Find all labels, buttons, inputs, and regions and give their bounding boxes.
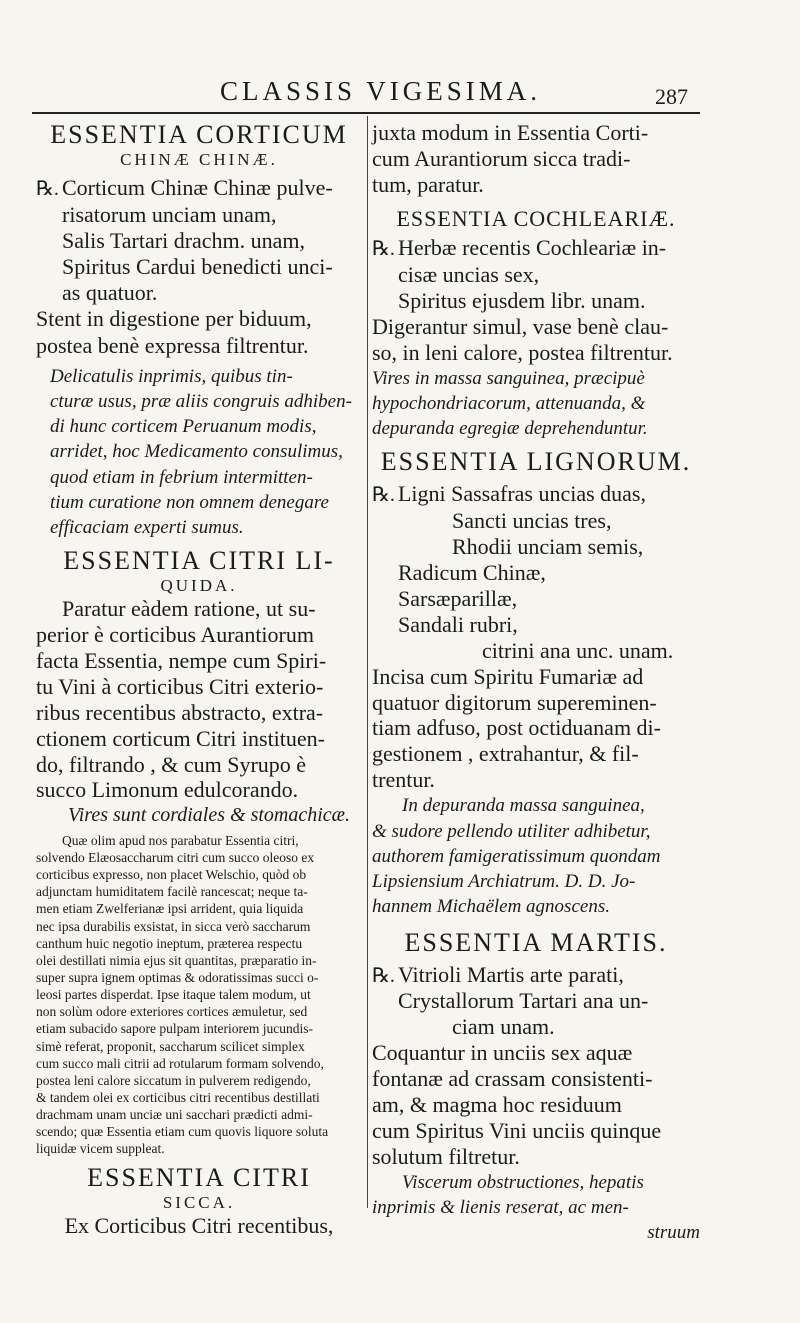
recipe-line: Crystallorum Tartari ana un-: [398, 988, 649, 1014]
text-line: postea leni calore siccatum in pulverem redigendo,: [36, 1072, 311, 1088]
text-line: solvendo Elæosaccharum citri cum succo oleoso ex: [36, 849, 315, 865]
text-line: facta Essentia, nempe cum Spiri-: [36, 647, 327, 673]
text-line: do, filtrando , & cum Syrupo è: [36, 751, 307, 777]
instruction-text: [36, 596, 362, 804]
instruction-text: [372, 664, 700, 794]
section-title: ESSENTIA MARTIS.: [404, 927, 668, 957]
text-line: & sudore pellendo utiliter adhibetur,: [372, 820, 651, 842]
text-line: cum succo mali citrii ad rotularum formam solvendo,: [36, 1055, 324, 1071]
text-line: cum Aurantiorum sicca tradi-: [372, 145, 631, 171]
text-line: Digerantur simul, vase benè clau-: [372, 313, 669, 339]
text-line: liquidæ vicem suppleat.: [36, 1141, 165, 1157]
running-head: CLASSIS VIGESIMA.: [220, 76, 542, 106]
text-line: juxta modum in Essentia Corti-: [372, 120, 649, 145]
text-line: succo Limonum edulcorando.: [36, 777, 299, 803]
instruction-text: Ex Corticibus Citri recentibus,: [64, 1212, 334, 1238]
text-line: struum: [647, 1222, 700, 1244]
text-line: hypochondriacorum, attenuanda, &: [372, 392, 646, 414]
text-line: postea benè expressa filtrentur.: [36, 332, 309, 358]
recipe-line: ℞. Ligni Sassafras uncias duas,: [372, 481, 700, 508]
recipe-line: ℞. Vitrioli Martis arte parati,: [372, 962, 700, 989]
right-column: [372, 120, 700, 1246]
page-header: [0, 76, 800, 116]
recipe-line: Salis Tartari drachm. unam,: [62, 227, 306, 253]
text-line: depuranda egregiæ deprehenduntur.: [372, 418, 648, 440]
text-line: am, & magma hoc residuum: [372, 1091, 622, 1117]
text-line: gestionem , extrahantur, & fil-: [372, 741, 639, 767]
text-line: non solùm odore exteriores cortices æmuletur, sed: [36, 1004, 308, 1020]
left-column: [36, 120, 362, 1240]
text-line: quatuor digitorum supereminen-: [372, 689, 657, 715]
text-line: scendo; quæ Essentia etiam cum quovis liquore soluta: [36, 1124, 329, 1140]
text-line: olei destillati nimia ejus sit quantitas, præparatio in-: [36, 952, 317, 968]
recipe-line: ℞. Corticum Chinæ Chinæ pulve-: [36, 175, 362, 202]
recipe-line: ℞. Herbæ recentis Cochleariæ in-: [372, 235, 700, 262]
text-line: arridet, hoc Medicamento consulimus,: [50, 441, 343, 463]
instruction-text: [372, 314, 700, 366]
text-line: canthum huic negotio ineptum, præterea respectu: [36, 935, 303, 951]
text-line: men etiam Zwelferianæ ipsi arrident, quia liquida: [36, 901, 304, 917]
instruction-text: [372, 120, 700, 198]
text-line: Paratur eàdem ratione, ut su-: [62, 595, 316, 621]
text-line: so, in leni calore, postea filtrentur.: [372, 339, 673, 365]
instruction-text: [36, 306, 362, 360]
text-line: di hunc corticem Peruanum modis,: [50, 416, 317, 438]
recipe-line: ciam unam.: [452, 1014, 555, 1040]
note-italic: [372, 1170, 700, 1246]
page-number: 287: [655, 84, 688, 109]
section-subtitle: QUIDA.: [160, 576, 238, 596]
text-line: Stent in digestione per biduum,: [36, 305, 312, 331]
text-line: leosi partes disperdat. Ipse itaque talem modum, ut: [36, 987, 311, 1003]
text-line: corticibus expresso, non placet Welschio, quòd ob: [36, 867, 307, 883]
text-line: solutum filtretur.: [372, 1143, 520, 1169]
text-line: In depuranda massa sanguinea,: [402, 795, 645, 817]
section-title: ESSENTIA LIGNORUM.: [380, 447, 692, 477]
text-line: cum Spiritus Vini unciis quinque: [372, 1117, 662, 1143]
section-subtitle: SICCA.: [162, 1193, 236, 1213]
text-line: tu Vini à corticibus Citri exterio-: [36, 673, 324, 699]
note-italic: [36, 364, 362, 541]
text-line: inprimis & lienis reserat, ac men-: [372, 1197, 629, 1219]
section-title: ESSENTIA CITRI LI-: [63, 546, 335, 576]
recipe-block: [372, 481, 700, 663]
recipe-line: Spiritus ejusdem libr. unam.: [398, 287, 646, 313]
recipe-line: Sandali rubri,: [398, 611, 518, 637]
text-line: tium curatione non omnem denegare: [50, 491, 329, 513]
footnote-block: [36, 832, 362, 1158]
text-line: Vires in massa sanguinea, præcipuè: [372, 367, 645, 389]
text-line: etiam subacido sapore pulpam interiorem jucundis-: [36, 1021, 314, 1037]
text-line: cturæ usus, præ aliis congruis adhiben-: [50, 390, 352, 412]
text-line: tiam adfuso, post octiduanam di-: [372, 715, 661, 741]
text-line: authorem famigeratissimum quondam: [372, 845, 661, 867]
recipe-line: Rhodii unciam semis,: [452, 533, 644, 559]
text-line: ctionem corticum Citri instituen-: [36, 725, 325, 751]
recipe-block: [372, 962, 700, 1041]
text-line: Quæ olim apud nos parabatur Essentia citri,: [62, 832, 299, 848]
recipe-block: [372, 235, 700, 314]
section-title: ESSENTIA CITRI: [87, 1163, 311, 1193]
text-line: Delicatulis inprimis, quibus tin-: [50, 365, 293, 387]
text-line: fontanæ ad crassam consistenti-: [372, 1066, 653, 1091]
recipe-line: cisæ uncias sex,: [398, 261, 540, 287]
text-line: adjunctam humiditatem facilè rancescat; neque ta-: [36, 884, 308, 900]
instruction-text: [372, 1040, 700, 1170]
text-line: drachmam unam unciæ uni sacchari prædicti admi-: [36, 1107, 313, 1123]
text-line: Lipsiensium Archiatrum. D. D. Jo-: [372, 871, 636, 893]
recipe-line: Radicum Chinæ,: [398, 559, 546, 585]
text-line: hannem Michaëlem agnoscens.: [372, 896, 610, 918]
recipe-line: Sarsæparillæ,: [398, 585, 518, 611]
note-italic: [372, 366, 700, 442]
recipe-line: citrini ana unc. unam.: [482, 637, 674, 663]
header-rule: [32, 112, 700, 114]
text-line: ribus recentibus abstracto, extra-: [36, 699, 324, 725]
text-line: quod etiam in febrium intermitten-: [50, 466, 313, 488]
text-line: nec ipsa durabilis exsistat, in sicca verò saccharum: [36, 918, 311, 934]
text-line: super supra ignem optimas & odoratissimas succi o-: [36, 969, 319, 985]
recipe-block: [36, 175, 362, 305]
text-line: & tandem olei ex corticibus citri recentibus destillati: [36, 1089, 320, 1105]
recipe-line: Spiritus Cardui benedicti unci-: [62, 253, 333, 279]
text-line: Coquantur in unciis sex aquæ: [372, 1040, 633, 1066]
column-divider: [367, 116, 368, 1208]
text-line: Viscerum obstructiones, hepatis: [402, 1171, 644, 1193]
recipe-line: as quatuor.: [62, 279, 158, 305]
recipe-line: Sancti uncias tres,: [452, 507, 612, 533]
section-title: ESSENTIA CORTICUM: [50, 120, 348, 149]
section-subtitle: CHINÆ CHINÆ.: [120, 149, 278, 169]
note-italic: [372, 793, 700, 919]
text-line: simè referat, proponit, saccharum scilicet simplex: [36, 1038, 305, 1054]
vires-line: Vires sunt cordiales & stomachicæ.: [68, 804, 351, 827]
text-line: Incisa cum Spiritu Fumariæ ad: [372, 663, 644, 689]
section-title: ESSENTIA COCHLEARIÆ.: [396, 205, 676, 231]
text-line: tum, paratur.: [372, 171, 484, 197]
recipe-line: risatorum unciam unam,: [62, 202, 277, 228]
text-line: trentur.: [372, 767, 435, 793]
text-line: efficaciam experti sumus.: [50, 517, 244, 539]
text-line: perior è corticibus Aurantiorum: [36, 621, 314, 647]
